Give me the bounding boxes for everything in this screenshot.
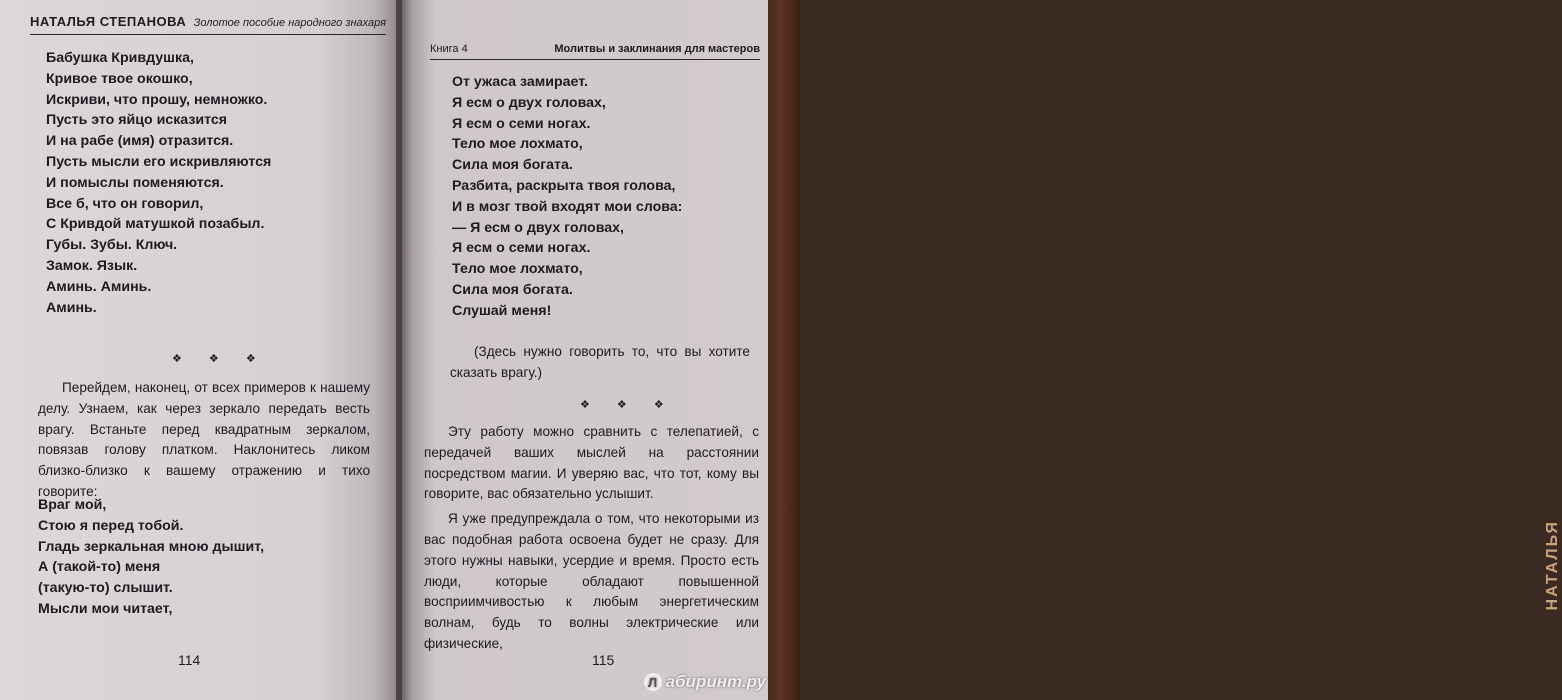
note-paragraph <box>450 342 750 384</box>
spell-line: И помыслы поменяются. <box>46 174 224 191</box>
spell-line: Пусть мысли его искривляются <box>46 153 272 170</box>
spell-line: Враг мой, <box>38 497 107 513</box>
spell-line: Замок. Язык. <box>46 257 138 274</box>
spell-line: И в мозг твой входят мои слова: <box>452 198 683 215</box>
spell-line: С Кривдой матушкой позабыл. <box>46 216 265 233</box>
labirint-logo-icon: Л <box>644 673 662 691</box>
spell-line: Мысли мои читает, <box>38 600 173 617</box>
spell-line: (такую-то) слышит. <box>38 580 173 597</box>
note-text: (Здесь нужно говорить то, что вы хотите сказать врагу.) <box>450 344 750 380</box>
spine-author: НАТАЛЬЯ <box>1544 520 1561 611</box>
spell-line: Разбита, раскрыта твоя голова, <box>452 177 676 194</box>
watermark-text: абиринт.ру <box>665 672 766 691</box>
section-title: Молитвы и заклинания для мастеров <box>554 43 760 55</box>
left-page <box>0 0 398 700</box>
spell-line: Слушай меня! <box>452 302 552 319</box>
page-number: 114 <box>178 652 201 668</box>
spell-line: Гладь зеркальная мною дышит, <box>38 538 265 555</box>
spell-line: А (такой-то) меня <box>38 559 161 576</box>
spell-text-left <box>46 48 271 318</box>
spell-line: Я есм о семи ногах. <box>452 240 591 257</box>
spell-line: Бабушка Кривдушка, <box>46 50 194 66</box>
spell-line: Искриви, что прошу, немножко. <box>46 91 268 108</box>
spell-line: Сила моя богата. <box>452 281 573 298</box>
spell-line: Я есм о семи ногах. <box>452 115 591 132</box>
paragraph-text: Перейдем, наконец, от всех примеров к нашему делу. Узнаем, как через зеркало передать весть врагу. Встаньте перед квадратным зеркалом, повязав голову платком. Наклонитесь ликом близко-близко к вашему отражению и тихо говорите: <box>38 380 370 499</box>
right-page <box>402 0 768 700</box>
spell-line: Тело мое лохмато, <box>452 136 583 153</box>
spell-line: Я есм о двух головах, <box>452 94 606 111</box>
spell-line: Аминь. <box>46 299 97 316</box>
spell-text-left-2 <box>38 495 264 620</box>
right-running-header <box>430 43 760 60</box>
book-cover-edge <box>768 0 1561 700</box>
paragraph-text: Я уже предупреждала о том, что некоторыми из вас подобная работа освоена будет не сразу. Для этого нужны навыки, усердие и время. Просто есть люди, которые обладают повышенной восприимчивостью к любым энергетическим волнам, будь то волны электрические или физические, <box>424 511 759 651</box>
spell-line: Губы. Зубы. Ключ. <box>46 237 178 254</box>
body-paragraphs <box>424 422 759 655</box>
section-separator: ❖ ❖ ❖ <box>580 399 676 411</box>
series-title: Золотое пособие народного знахаря <box>193 17 386 29</box>
spell-text-right <box>452 72 682 322</box>
spell-line: Стою я перед тобой. <box>38 517 184 534</box>
spell-line: И на рабе (имя) отразится. <box>46 133 234 150</box>
spell-line: Аминь. Аминь. <box>46 278 152 295</box>
spell-line: Пусть это яйцо исказится <box>46 112 228 129</box>
left-running-header <box>30 14 386 35</box>
section-separator: ❖ ❖ ❖ <box>172 353 268 365</box>
spell-line: Сила моя богата. <box>452 157 573 174</box>
book-number: Книга 4 <box>430 43 468 55</box>
spell-line: От ужаса замирает. <box>452 74 588 90</box>
paragraph-text: Эту работу можно сравнить с телепатией, с передачей ваших мыслей на расстоянии посредством магии. И уверяю вас, что тот, кому вы говорите, вас обязательно услышит. <box>424 424 759 502</box>
spell-line: Тело мое лохмато, <box>452 261 583 278</box>
body-paragraph <box>38 378 370 503</box>
spell-line: Все б, что он говорил, <box>46 195 204 212</box>
spell-line: — Я есм о двух головах, <box>452 219 624 236</box>
author-name: НАТАЛЬЯ СТЕПАНОВА <box>30 14 187 29</box>
labirint-watermark <box>644 672 766 692</box>
spell-line: Кривое твое окошко, <box>46 70 193 87</box>
page-number: 115 <box>592 652 615 668</box>
